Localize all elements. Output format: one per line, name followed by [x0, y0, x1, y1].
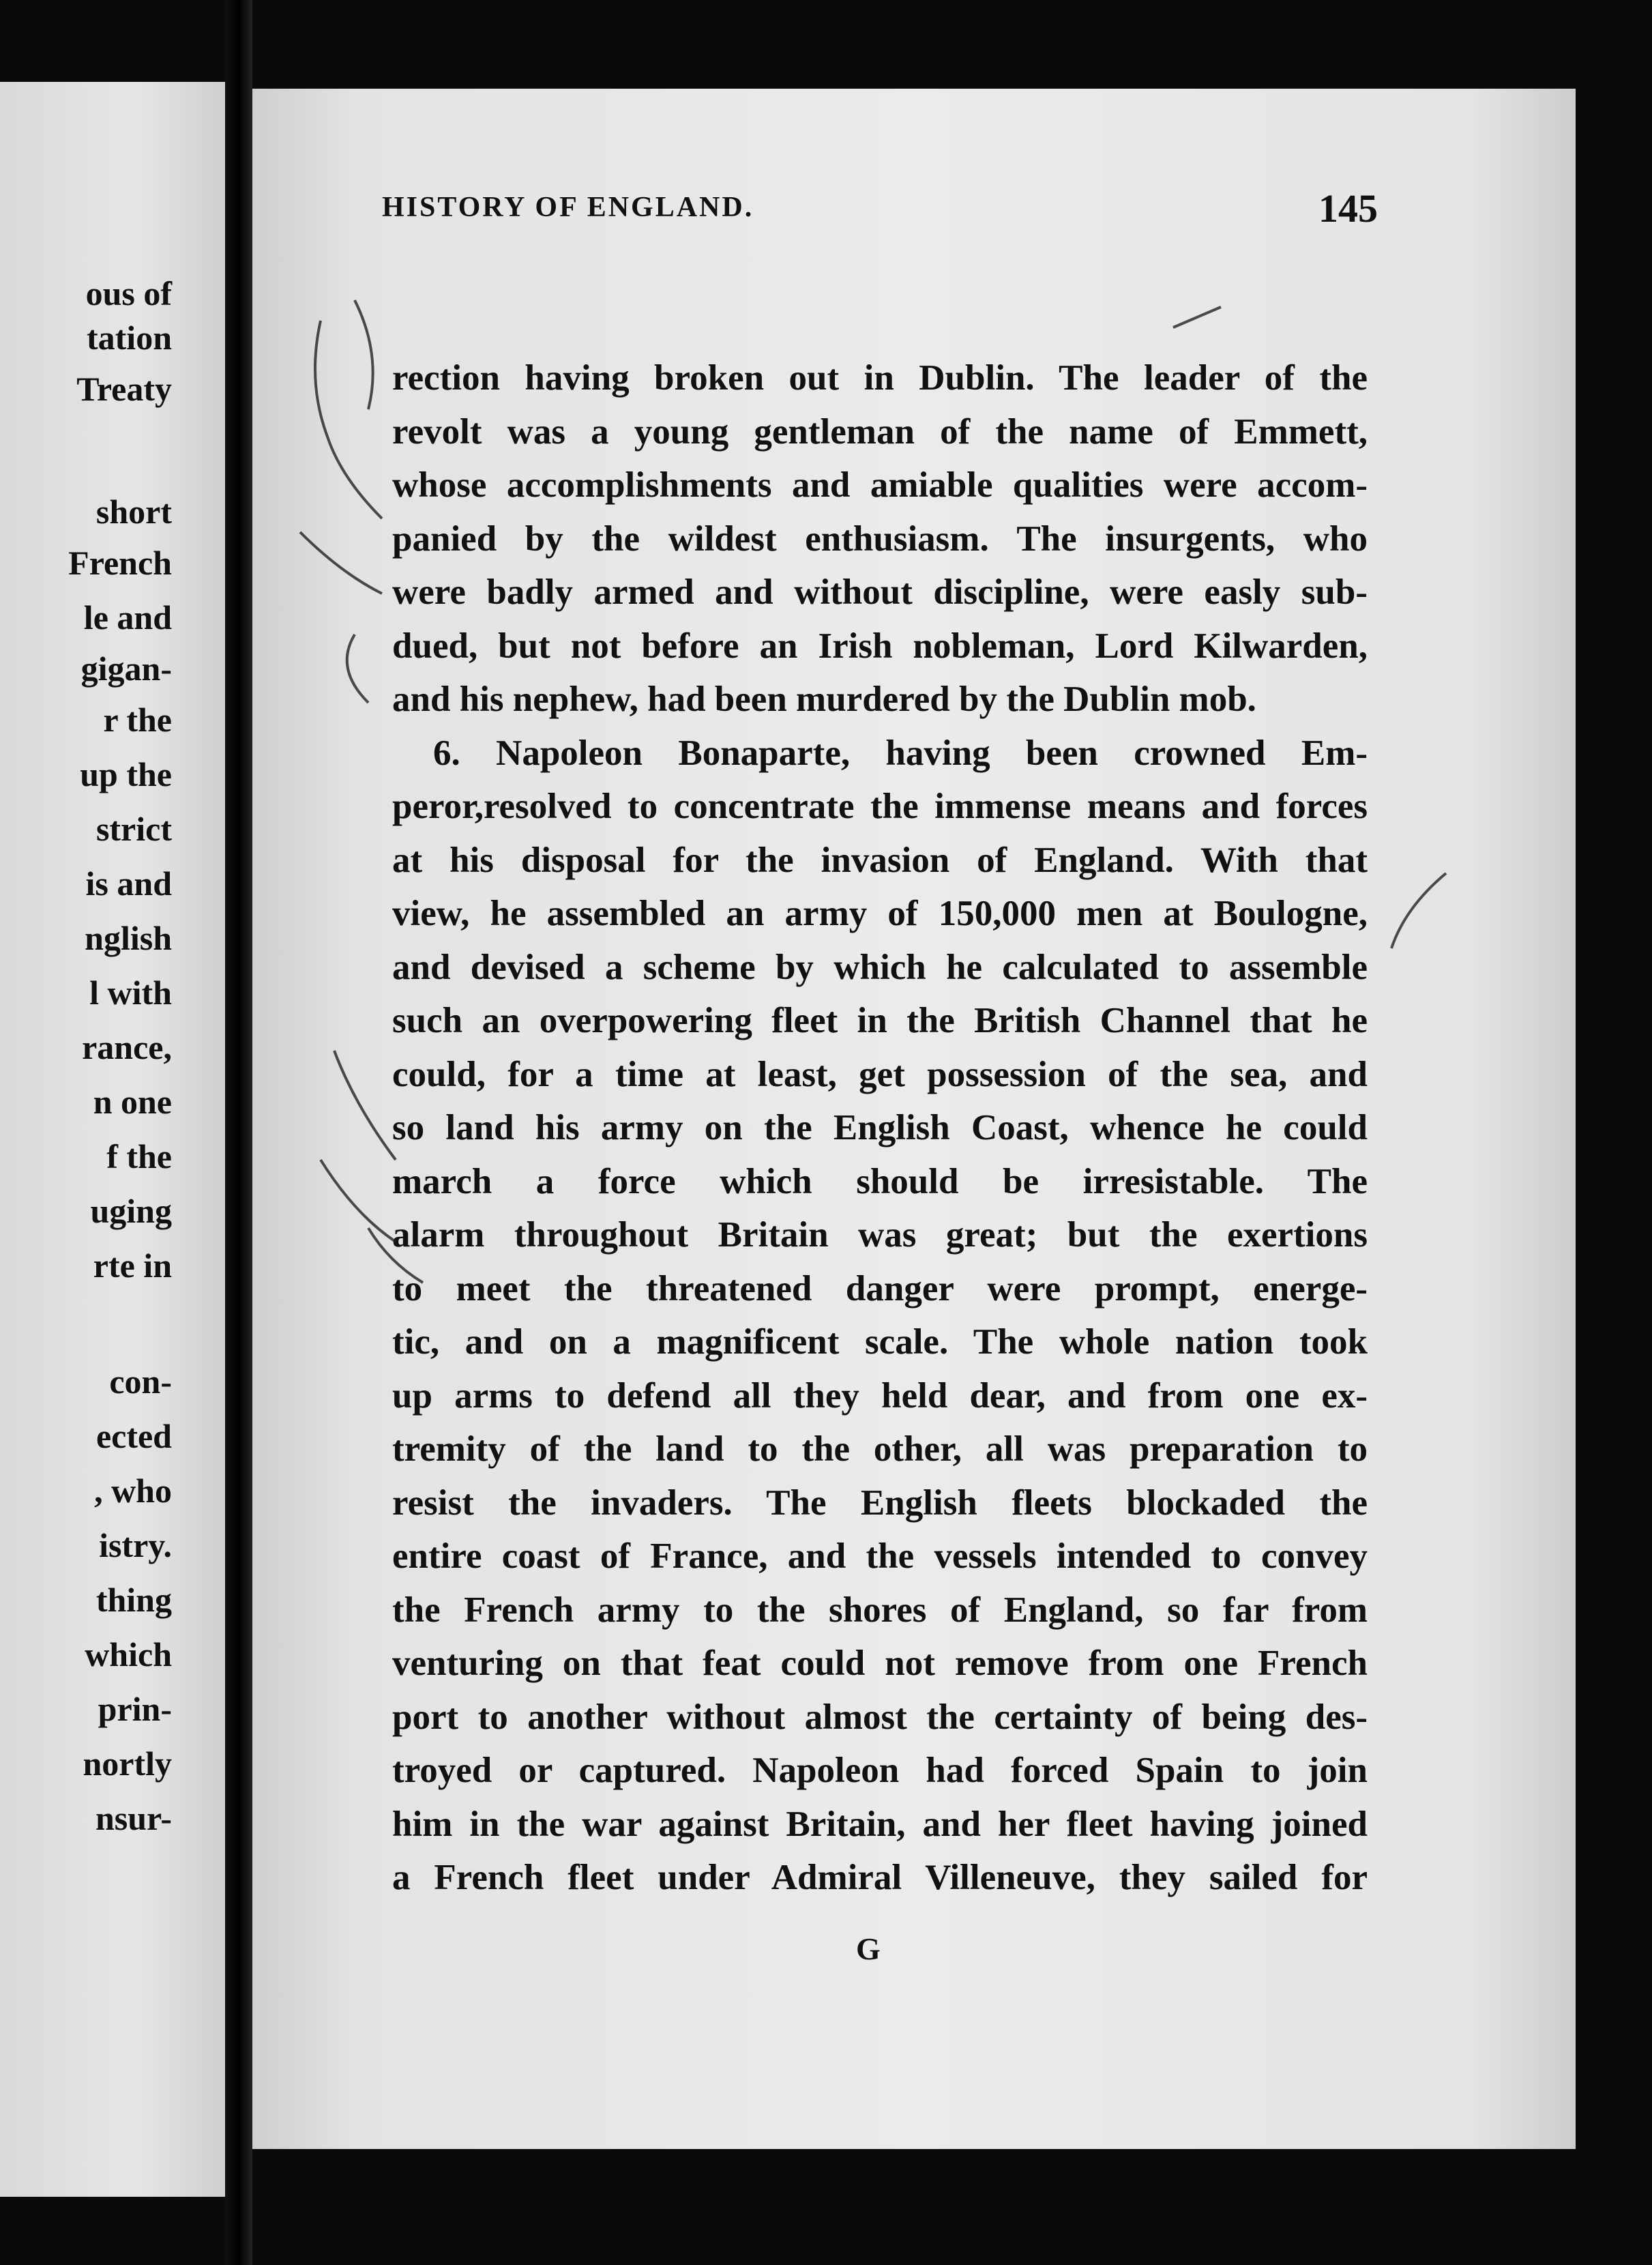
text-line: troyed or captured. Napoleon had forced Spain to join: [392, 1751, 1368, 1790]
left-page-text-fragment: rance,: [82, 1028, 172, 1066]
text-line: a French fleet under Admiral Villeneuve, they sailed for: [392, 1858, 1368, 1897]
text-line: march a force which should be irresistable. The: [392, 1161, 1368, 1201]
left-page-text-fragment: gigan-: [80, 649, 172, 688]
text-line: the French army to the shores of England, so far from: [392, 1590, 1368, 1630]
left-page-text-fragment: , who: [94, 1472, 172, 1510]
text-line: so land his army on the English Coast, whence he could: [392, 1108, 1368, 1148]
left-page-text-fragment: rte in: [93, 1246, 172, 1285]
text-line: and devised a scheme by which he calculated to assemble: [392, 947, 1368, 987]
left-page-text-fragment: thing: [95, 1581, 172, 1619]
left-page-text-fragment: prin-: [98, 1690, 172, 1728]
left-page-text-fragment: up the: [80, 755, 172, 793]
left-page-text-fragment: which: [85, 1635, 172, 1674]
text-line: were badly armed and without discipline, were easly sub-: [392, 572, 1368, 612]
text-line: at his disposal for the invasion of England. With that: [392, 840, 1368, 880]
left-page-text-fragment: tation: [87, 319, 172, 357]
text-line: panied by the wildest enthusiasm. The insurgents, who: [392, 518, 1368, 559]
text-line: to meet the threatened danger were prompt, energe-: [392, 1268, 1368, 1309]
text-line: and his nephew, had been murdered by the Dublin mob.: [392, 680, 1256, 719]
left-page-text-fragment: strict: [95, 810, 172, 848]
text-line: up arms to defend all they held dear, and from one ex-: [392, 1375, 1368, 1416]
text-line: dued, but not before an Irish nobleman, Lord Kilwarden,: [392, 626, 1368, 666]
left-page-text-fragment: l with: [89, 974, 172, 1012]
left-page-text-fragment: n one: [93, 1083, 172, 1121]
text-line: whose accomplishments and amiable qualities were accom-: [392, 465, 1368, 505]
signature-mark: G: [856, 1931, 881, 1966]
left-page-text-fragment: is and: [85, 864, 172, 903]
text-line: alarm throughout Britain was great; but the exertions: [392, 1215, 1368, 1255]
text-line: entire coast of France, and the vessels intended to convey: [392, 1536, 1368, 1576]
left-page-text-fragment: short: [95, 493, 172, 531]
left-page-text-fragment: Treaty: [76, 370, 172, 408]
text-line: peror,resolved to concentrate the immense means and forces: [392, 787, 1368, 826]
left-page-text-fragment: ous of: [85, 274, 172, 312]
text-line: such an overpowering fleet in the British Channel that he: [392, 1001, 1368, 1040]
left-page-text-fragment: f the: [106, 1137, 172, 1175]
left-page-text-fragment: uging: [90, 1192, 172, 1230]
text-line: view, he assembled an army of 150,000 men at Boulogne,: [392, 894, 1368, 933]
left-page-text-fragment: nortly: [83, 1744, 172, 1783]
left-page-text-fragment: istry.: [99, 1526, 172, 1564]
text-line: 6. Napoleon Bonaparte, having been crowned Em-: [433, 733, 1368, 773]
running-title: HISTORY OF ENGLAND.: [382, 192, 754, 223]
text-line: him in the war against Britain, and her fleet having joined: [392, 1804, 1368, 1844]
book-gutter: [225, 0, 252, 2265]
text-line: revolt was a young gentleman of the name of Emmett,: [392, 411, 1368, 452]
left-page-text-fragment: con-: [109, 1362, 172, 1401]
left-page-text-fragment: ected: [95, 1417, 172, 1455]
page-number: 145: [1318, 186, 1378, 231]
text-line: rection having broken out in Dublin. The leader of the: [392, 358, 1368, 398]
page-body-text: [392, 351, 1368, 1905]
text-line: resist the invaders. The English fleets blockaded the: [392, 1482, 1368, 1523]
running-head: [382, 186, 1378, 240]
left-page-text-fragment: nglish: [85, 919, 172, 957]
text-line: could, for a time at least, get possession of the sea, and: [392, 1054, 1368, 1094]
previous-page-fragment: [0, 82, 225, 2197]
left-page-text-fragment: nsur-: [95, 1799, 172, 1837]
text-line: tremity of the land to the other, all was preparation to: [392, 1429, 1368, 1469]
left-page-text-fragment: r the: [103, 701, 172, 739]
text-line: venturing on that feat could not remove from one French: [392, 1643, 1368, 1683]
text-line: port to another without almost the certainty of being des-: [392, 1697, 1368, 1737]
text-line: tic, and on a magnificent scale. The whole nation took: [392, 1322, 1368, 1362]
left-page-text-fragment: le and: [83, 598, 172, 637]
left-page-text-fragment: French: [68, 544, 172, 582]
